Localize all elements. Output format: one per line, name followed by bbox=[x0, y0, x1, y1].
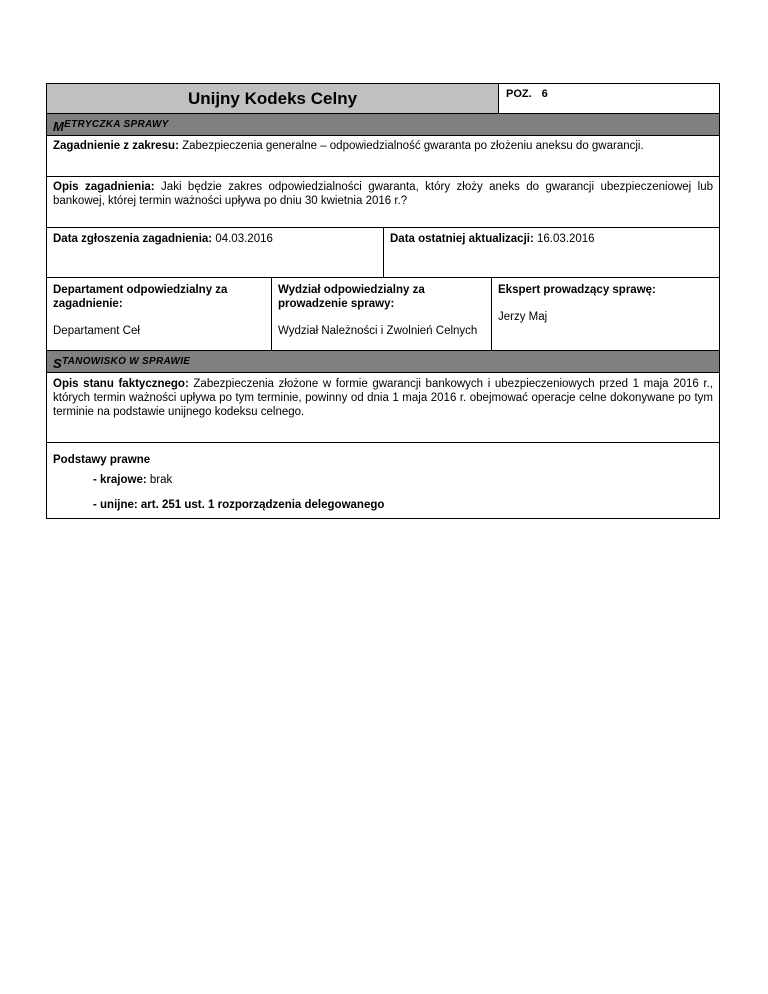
departament-value: Departament Ceł bbox=[53, 325, 140, 337]
krajowe-label: - krajowe: bbox=[93, 474, 147, 486]
stan-faktyczny-cell bbox=[47, 373, 719, 442]
aktualizacja-value: 16.03.2016 bbox=[533, 233, 595, 245]
departament-label: Departament odpowiedzialny za zagadnienie: bbox=[53, 284, 228, 310]
podstawy-unijne: - unijne: art. 251 ust. 1 rozporządzenia delegowanego bbox=[93, 499, 385, 511]
zagadnienie-value: Zabezpieczenia generalne – odpowiedzialność gwaranta po złożeniu aneksu do gwarancji. bbox=[178, 140, 644, 152]
podstawy-krajowe bbox=[93, 473, 384, 487]
stan-faktyczny-label: Opis stanu faktycznego: bbox=[53, 378, 189, 390]
section-metryczka-initial: M bbox=[53, 119, 65, 134]
podstawy-title: Podstawy prawne bbox=[53, 454, 151, 466]
aktualizacja-label: Data ostatniej aktualizacji: bbox=[390, 233, 534, 245]
zgloszenie-value: 04.03.2016 bbox=[212, 233, 273, 245]
opis-zagadnienia-cell bbox=[47, 177, 719, 227]
header-row bbox=[47, 84, 719, 114]
opis-zagadnienia-value: Jaki będzie zakres odpowiedzialności gwaranta, który złoży aneks do gwarancji ubezpieczeniowej lub bankowej, której termin ważności upływa po dniu 30 kwietnia 2016 r.? bbox=[53, 181, 713, 207]
section-metryczka bbox=[47, 114, 719, 136]
opis-zagadnienia-row bbox=[47, 177, 719, 228]
krajowe-value: brak bbox=[146, 474, 173, 486]
ekspert-cell bbox=[492, 278, 719, 350]
zagadnienie-label: Zagadnienie z zakresu: bbox=[53, 140, 179, 152]
zagadnienie-row bbox=[47, 136, 719, 177]
stan-faktyczny-row bbox=[47, 373, 719, 443]
position-box bbox=[499, 84, 719, 113]
aktualizacja-cell bbox=[384, 228, 719, 277]
departament-cell bbox=[47, 278, 272, 350]
podstawy-row bbox=[47, 443, 719, 518]
ekspert-label: Ekspert prowadzący sprawę: bbox=[498, 284, 656, 296]
ekspert-value: Jerzy Maj bbox=[498, 311, 548, 323]
zagadnienie-cell bbox=[47, 136, 650, 176]
section-stanowisko bbox=[47, 351, 719, 373]
stan-faktyczny-value: Zabezpieczenia złożone w formie gwarancji bankowych i ubezpieczeniowych przed 1 maja 2016 r., których termin ważności upływa po tym terminie, powinny od dnia 1 maja 2016 r. obejmować operacje celne dokonywane po tym terminie na podstawie unijnego kodeksu celnego. bbox=[53, 378, 713, 418]
position-label: POZ. bbox=[506, 88, 532, 100]
wydzial-cell bbox=[272, 278, 492, 350]
position-number: 6 bbox=[541, 88, 548, 100]
zgloszenie-label: Data zgłoszenia zagadnienia: bbox=[53, 233, 213, 245]
department-row bbox=[47, 278, 719, 351]
wydzial-value: Wydział Należności i Zwolnień Celnych bbox=[278, 325, 478, 337]
case-form bbox=[46, 83, 720, 519]
zgloszenie-cell bbox=[47, 228, 384, 277]
document-title: Unijny Kodeks Celny bbox=[47, 84, 499, 113]
wydzial-label: Wydział odpowiedzialny za prowadzenie sprawy: bbox=[278, 284, 425, 310]
opis-zagadnienia-label: Opis zagadnienia: bbox=[53, 181, 155, 193]
section-metryczka-rest: ETRYCZKA SPRAWY bbox=[64, 119, 169, 130]
section-stanowisko-initial: S bbox=[53, 356, 62, 371]
podstawy-cell bbox=[47, 443, 390, 518]
section-stanowisko-rest: TANOWISKO W SPRAWIE bbox=[61, 356, 191, 367]
dates-row bbox=[47, 228, 719, 278]
